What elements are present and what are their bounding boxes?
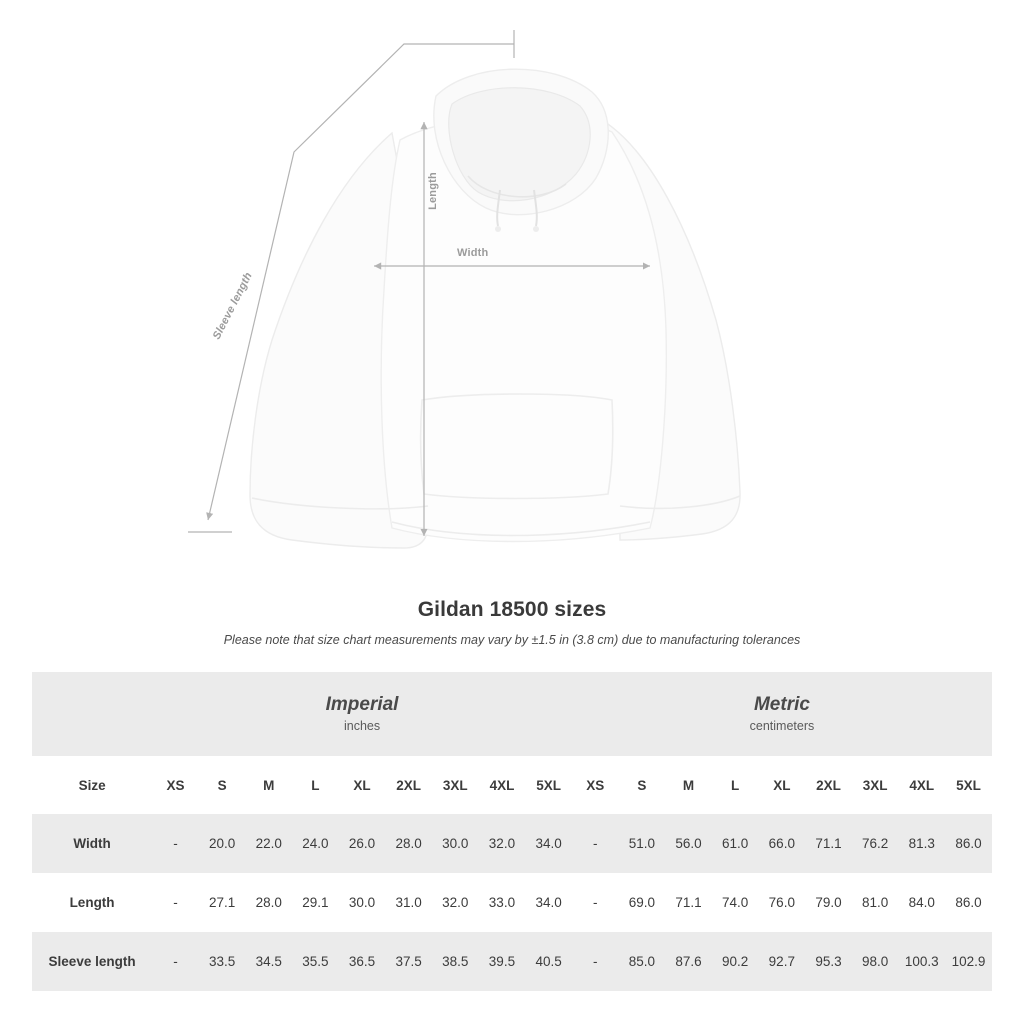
size-head-imperial-xl: XL [339,756,386,814]
size-chart-table [32,672,992,991]
width-imperial-s: 20.0 [199,814,246,873]
system-unit-imperial: inches [343,719,381,734]
sleeve-length-label: Sleeve length [210,270,255,342]
length-imperial-4xl: 33.0 [479,873,526,932]
length-metric-xl: 76.0 [759,873,806,932]
size-head-metric-xl: XL [759,756,806,814]
size-head-imperial-m: M [245,756,292,814]
sleeve-metric-3xl: 98.0 [852,932,899,991]
sleeve-imperial-m: 34.5 [245,932,292,991]
size-head-metric-5xl: 5XL [945,756,992,814]
length-metric-m: 71.1 [665,873,712,932]
width-imperial-m: 22.0 [245,814,292,873]
length-metric-s: 69.0 [619,873,666,932]
width-label: Width [457,247,489,259]
length-label: Length [426,172,439,210]
size-head-imperial-5xl: 5XL [525,756,572,814]
table-row [32,814,992,873]
corner-cell [32,672,152,756]
width-metric-4xl: 81.3 [898,814,945,873]
width-imperial-2xl: 28.0 [385,814,432,873]
system-unit-metric: centimeters [749,719,815,734]
size-header-row [32,756,992,814]
size-head-metric-4xl: 4XL [898,756,945,814]
width-metric-xs: - [572,814,619,873]
length-imperial-2xl: 31.0 [385,873,432,932]
size-head-imperial-4xl: 4XL [479,756,526,814]
row-label-width: Width [32,814,152,873]
length-metric-2xl: 79.0 [805,873,852,932]
size-head-metric-3xl: 3XL [852,756,899,814]
size-head-metric-s: S [619,756,666,814]
width-metric-m: 56.0 [665,814,712,873]
size-head-imperial-2xl: 2XL [385,756,432,814]
length-metric-5xl: 86.0 [945,873,992,932]
width-imperial-4xl: 32.0 [479,814,526,873]
table-row [32,932,992,991]
sleeve-metric-4xl: 100.3 [898,932,945,991]
sleeve-imperial-s: 33.5 [199,932,246,991]
tolerance-note: Please note that size chart measurements may vary by ±1.5 in (3.8 cm) due to manufacturing tolerances [223,633,801,647]
sleeve-metric-m: 87.6 [665,932,712,991]
size-column-label: Size [32,756,152,814]
sleeve-imperial-3xl: 38.5 [432,932,479,991]
width-imperial-l: 24.0 [292,814,339,873]
width-imperial-xs: - [152,814,199,873]
width-metric-5xl: 86.0 [945,814,992,873]
size-head-metric-m: M [665,756,712,814]
sleeve-imperial-4xl: 39.5 [479,932,526,991]
length-imperial-xs: - [152,873,199,932]
width-imperial-5xl: 34.0 [525,814,572,873]
length-imperial-xl: 30.0 [339,873,386,932]
length-imperial-s: 27.1 [199,873,246,932]
size-head-imperial-xs: XS [152,756,199,814]
size-head-metric-l: L [712,756,759,814]
sleeve-metric-s: 85.0 [619,932,666,991]
size-head-imperial-l: L [292,756,339,814]
length-metric-xs: - [572,873,619,932]
page-title: Gildan 18500 sizes [417,598,607,621]
width-metric-xl: 66.0 [759,814,806,873]
sleeve-imperial-l: 35.5 [292,932,339,991]
sleeve-metric-xl: 92.7 [759,932,806,991]
length-imperial-5xl: 34.0 [525,873,572,932]
system-header-metric [572,672,992,756]
size-table-wrapper [32,672,992,991]
width-imperial-3xl: 30.0 [432,814,479,873]
width-metric-3xl: 76.2 [852,814,899,873]
system-header-row [32,672,992,756]
sleeve-imperial-5xl: 40.5 [525,932,572,991]
size-head-metric-xs: XS [572,756,619,814]
hoodie-graphic [250,69,740,548]
size-head-imperial-s: S [199,756,246,814]
system-name-imperial: Imperial [325,693,399,715]
row-label-sleeve-length: Sleeve length [32,932,152,991]
size-head-metric-2xl: 2XL [805,756,852,814]
size-head-imperial-3xl: 3XL [432,756,479,814]
sleeve-imperial-xs: - [152,932,199,991]
sleeve-metric-2xl: 95.3 [805,932,852,991]
title-block [0,598,1024,647]
width-metric-l: 61.0 [712,814,759,873]
sleeve-metric-l: 90.2 [712,932,759,991]
length-metric-l: 74.0 [712,873,759,932]
length-metric-3xl: 81.0 [852,873,899,932]
sleeve-imperial-2xl: 37.5 [385,932,432,991]
length-metric-4xl: 84.0 [898,873,945,932]
row-label-length: Length [32,873,152,932]
table-row [32,873,992,932]
sleeve-metric-xs: - [572,932,619,991]
length-imperial-3xl: 32.0 [432,873,479,932]
sleeve-imperial-xl: 36.5 [339,932,386,991]
width-metric-s: 51.0 [619,814,666,873]
sleeve-metric-5xl: 102.9 [945,932,992,991]
system-header-imperial [152,672,572,756]
width-metric-2xl: 71.1 [805,814,852,873]
width-imperial-xl: 26.0 [339,814,386,873]
length-imperial-l: 29.1 [292,873,339,932]
length-imperial-m: 28.0 [245,873,292,932]
system-name-metric: Metric [753,693,810,715]
